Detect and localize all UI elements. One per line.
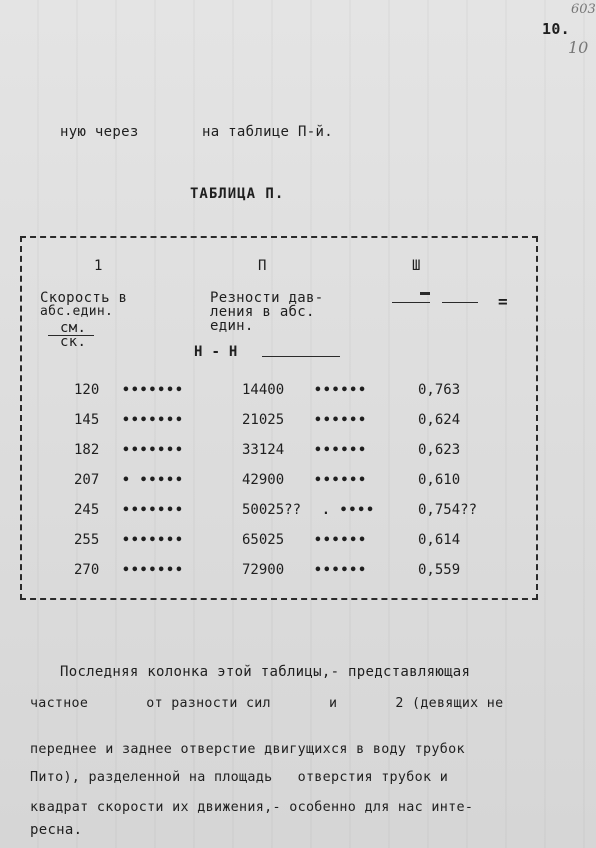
paragraph-line-2: частное от разности сил и 2 (девящих не: [30, 696, 504, 711]
leader-dots: . ••••: [322, 503, 375, 518]
col2-header-line2: ления в абс.: [210, 304, 315, 320]
column-number-2: П: [258, 258, 267, 274]
ratio-value: 0,559: [418, 562, 461, 578]
paragraph-line-6: ресна.: [30, 822, 83, 838]
leader-dots: •••••••: [122, 503, 184, 518]
page-number: 10.: [542, 20, 570, 38]
col3-equals-sign: =: [498, 292, 508, 311]
pressure-diff-value: 33124: [242, 442, 285, 458]
pressure-diff-value: 72900: [242, 562, 285, 578]
pressure-diff-value: 50025??: [242, 502, 302, 518]
speed-value: 245: [74, 502, 100, 518]
speed-value: 120: [74, 382, 100, 398]
ratio-value: 0,614: [418, 532, 461, 548]
ratio-value: 0,763: [418, 382, 461, 398]
col1-header-line1: Скорость в: [40, 290, 128, 306]
leader-dots: •••••••: [122, 563, 184, 578]
pressure-diff-value: 14400: [242, 382, 285, 398]
col2-header-line1: Резности дав-: [210, 290, 324, 306]
paragraph-line-3: переднее и заднее отверстие двигущихся в воду трубок: [30, 742, 465, 757]
col2-formula: Н - Н: [194, 344, 238, 360]
col3-fraction-bar-left: [392, 302, 430, 303]
intro-line-left: ную через: [60, 124, 139, 140]
speed-value: 182: [74, 442, 100, 458]
leader-dots: •••••••: [122, 413, 184, 428]
col1-unit-denominator: ск.: [60, 334, 87, 350]
ratio-value: 0,624: [418, 412, 461, 428]
col3-fraction-bar-right: [442, 302, 478, 303]
leader-dots: •••••••: [122, 383, 184, 398]
leader-dots: ••••••: [314, 473, 367, 488]
speed-value: 270: [74, 562, 100, 578]
speed-value: 207: [74, 472, 100, 488]
pressure-diff-value: 65025: [242, 532, 285, 548]
column-number-1: 1: [94, 258, 103, 274]
speed-value: 255: [74, 532, 100, 548]
paragraph-line-1: Последняя колонка этой таблицы,- представляющая: [60, 664, 471, 680]
col3-fraction-bar-mark: [420, 292, 430, 295]
col2-formula-blank: [262, 356, 340, 357]
handwritten-note-top: 603: [571, 2, 596, 17]
col1-unit-numerator: см.: [60, 320, 87, 336]
intro-line-right: на таблице П-й.: [202, 124, 333, 140]
pressure-diff-value: 21025: [242, 412, 285, 428]
pressure-diff-value: 42900: [242, 472, 285, 488]
leader-dots: ••••••: [314, 563, 367, 578]
paragraph-line-5: квадрат скорости их движения,- особенно для нас инте-: [30, 800, 474, 815]
leader-dots: • •••••: [122, 473, 184, 488]
leader-dots: ••••••: [314, 413, 367, 428]
leader-dots: ••••••: [314, 533, 367, 548]
ratio-value: 0,623: [418, 442, 461, 458]
col2-header-line3: един.: [210, 318, 254, 334]
speed-value: 145: [74, 412, 100, 428]
paragraph-line-4: Пито), разделенной на площадь отверстия трубок и: [30, 770, 449, 785]
col1-header-line2: абс.един.: [40, 304, 114, 319]
column-number-3: Ш: [412, 258, 421, 274]
leader-dots: •••••••: [122, 443, 184, 458]
table-title: ТАБЛИЦА П.: [190, 186, 285, 202]
ratio-value: 0,754??: [418, 502, 478, 518]
leader-dots: •••••••: [122, 533, 184, 548]
handwritten-note-side: 10: [568, 38, 589, 57]
ratio-value: 0,610: [418, 472, 461, 488]
leader-dots: ••••••: [314, 383, 367, 398]
leader-dots: ••••••: [314, 443, 367, 458]
